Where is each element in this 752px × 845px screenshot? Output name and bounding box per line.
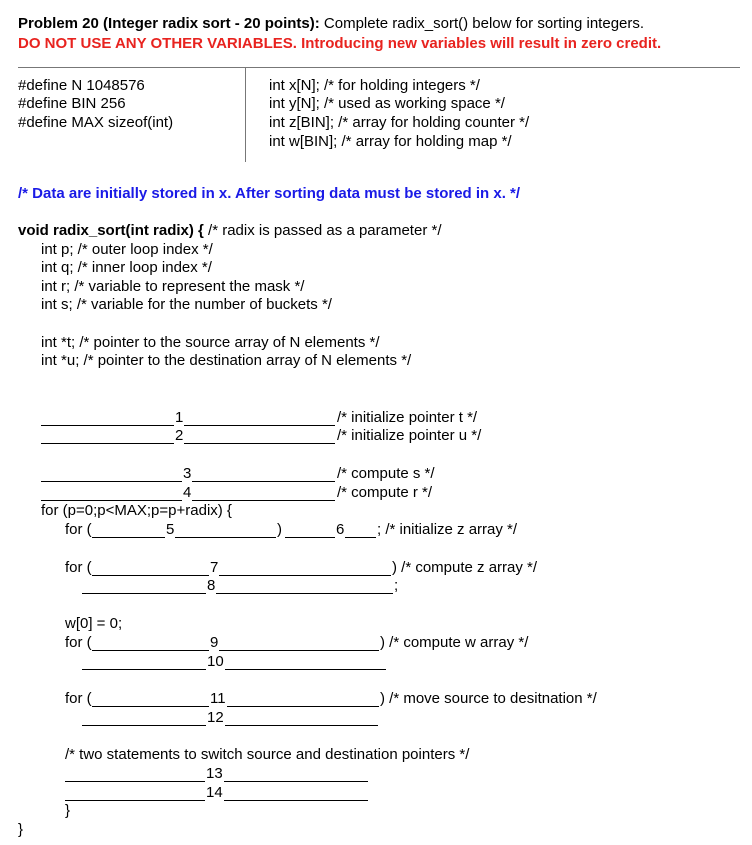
blank-number: 4: [183, 484, 192, 501]
answer-blank-7[interactable]: [92, 559, 391, 577]
blank-number: 12: [207, 709, 224, 726]
local-decl: int r; /* variable to represent the mask */: [41, 278, 305, 295]
blank-line: [92, 650, 379, 651]
switch-comment: /* two statements to switch source and destination pointers */: [65, 746, 470, 763]
answer-blank-14[interactable]: [65, 784, 368, 802]
top-divider: [18, 67, 740, 68]
blank-number: 8: [207, 577, 216, 594]
comment: ; /* initialize z array */: [377, 521, 518, 538]
blank-line: [41, 425, 335, 426]
comment: /* initialize pointer t */: [337, 409, 478, 426]
pointer-decl: int *t; /* pointer to the source array of N elements */: [41, 334, 380, 351]
for-keyword: for (: [65, 634, 92, 651]
blank-number: 5: [166, 521, 175, 538]
for-keyword: for (: [65, 559, 92, 576]
global-decl: int x[N]; /* for holding integers */: [269, 77, 480, 94]
answer-blank-2[interactable]: [41, 427, 335, 445]
blank-line: [92, 706, 379, 707]
problem-title-rest: Complete radix_sort() below for sorting integers.: [319, 15, 645, 32]
answer-blank-4[interactable]: [41, 484, 335, 502]
answer-blank-9[interactable]: [92, 634, 379, 652]
signature-code: void radix_sort(int radix) {: [18, 222, 204, 239]
answer-blank-12[interactable]: [82, 709, 378, 727]
for-keyword: for (: [65, 521, 92, 538]
local-decl: int s; /* variable for the number of buckets */: [41, 296, 332, 313]
blank-number: 1: [175, 409, 184, 426]
answer-blank-11[interactable]: [92, 690, 379, 708]
w-init-statement: w[0] = 0;: [65, 615, 123, 632]
blank-line: [285, 537, 376, 538]
comment: ) /* compute w array */: [380, 634, 529, 651]
for-keyword: for (: [65, 690, 92, 707]
blank-number: 7: [210, 559, 219, 576]
define-line: #define BIN 256: [18, 95, 126, 112]
data-note: /* Data are initially stored in x. After sorting data must be stored in x. */: [18, 185, 521, 202]
warning-text: DO NOT USE ANY OTHER VARIABLES. Introducing new variables will result in zero credit.: [18, 35, 662, 52]
blank-number: 10: [207, 653, 224, 670]
blank-number: 11: [210, 690, 226, 707]
comment: /* compute s */: [337, 465, 435, 482]
blank-number: 3: [183, 465, 192, 482]
column-divider: [245, 67, 246, 162]
global-decl: int w[BIN]; /* array for holding map */: [269, 133, 512, 150]
blank-number: 6: [336, 521, 345, 538]
blank-line: [82, 593, 393, 594]
blank-line: [82, 669, 386, 670]
global-decl: int z[BIN]; /* array for holding counter */: [269, 114, 530, 131]
function-signature: [18, 222, 442, 240]
answer-blank-3[interactable]: [41, 465, 335, 483]
blank-line: [41, 443, 335, 444]
comment: ) /* compute z array */: [392, 559, 538, 576]
closing-brace-inner: }: [65, 802, 71, 819]
answer-blank-13[interactable]: [65, 765, 368, 783]
pointer-decl: int *u; /* pointer to the destination array of N elements */: [41, 352, 412, 369]
comment: /* compute r */: [337, 484, 433, 501]
outer-for-loop: for (p=0;p<MAX;p=p+radix) {: [41, 502, 232, 519]
blank-line: [92, 575, 391, 576]
problem-title: [18, 15, 644, 33]
blank-line: [92, 537, 276, 538]
comment: /* initialize pointer u */: [337, 427, 482, 444]
blank-number: 9: [210, 634, 219, 651]
signature-comment: /* radix is passed as a parameter */: [203, 222, 442, 239]
comment: ) /* move source to desitnation */: [380, 690, 597, 707]
answer-blank-1[interactable]: [41, 409, 335, 427]
blank-line: [82, 725, 378, 726]
blank-number: 2: [175, 427, 184, 444]
answer-blank-6[interactable]: [285, 521, 376, 539]
problem-title-bold: Problem 20 (Integer radix sort - 20 points):: [18, 15, 320, 32]
closing-brace-outer: }: [18, 821, 24, 838]
answer-blank-10[interactable]: [82, 653, 386, 671]
answer-blank-5[interactable]: [92, 521, 276, 539]
define-line: #define N 1048576: [18, 77, 145, 94]
define-line: #define MAX sizeof(int): [18, 114, 174, 131]
global-decl: int y[N]; /* used as working space */: [269, 95, 505, 112]
blank-number: 13: [206, 765, 223, 782]
blank-number: 14: [206, 784, 223, 801]
answer-blank-8[interactable]: [82, 577, 393, 595]
local-decl: int q; /* inner loop index */: [41, 259, 212, 276]
local-decl: int p; /* outer loop index */: [41, 241, 213, 258]
paren-close: ): [277, 521, 282, 538]
semicolon: ;: [394, 577, 399, 594]
